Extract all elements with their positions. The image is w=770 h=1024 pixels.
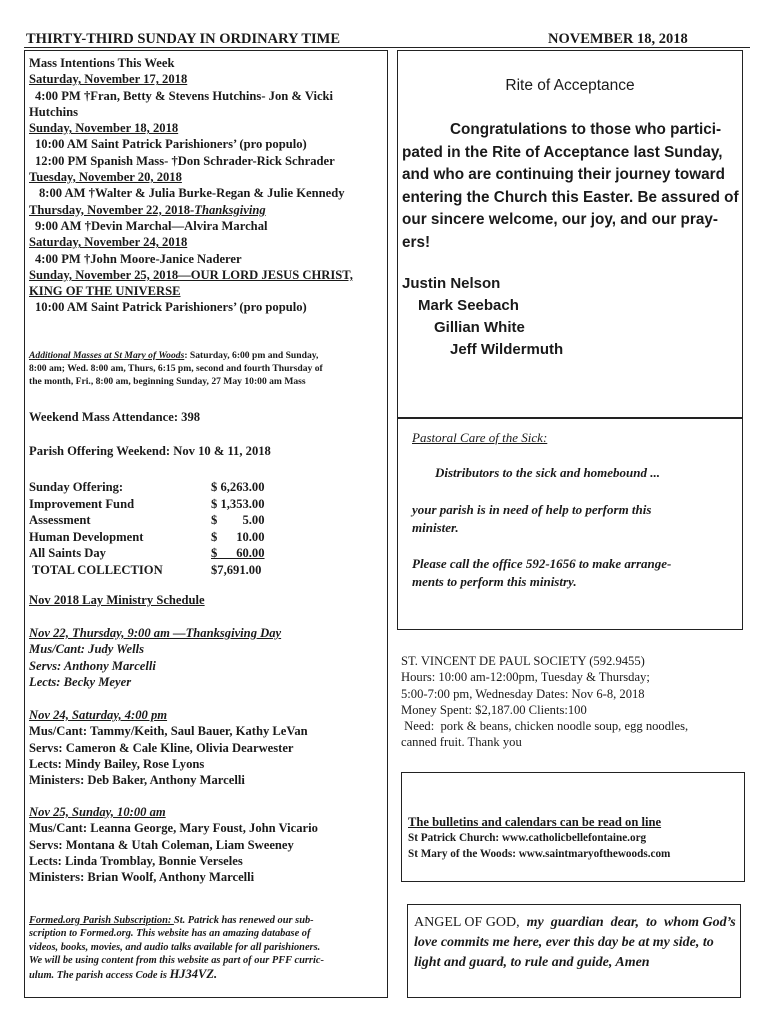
mass-date: KING OF THE UNIVERSE (29, 284, 181, 299)
bulletins-link-st-patrick: St Patrick Church: www.catholicbellefontaine.org (408, 832, 647, 844)
svdp-line: Hours: 10:00 am-12:00pm, Tuesday & Thursday; (401, 670, 650, 685)
mass-intentions-title: Mass Intentions This Week (29, 56, 175, 70)
prayer-text: my guardian dear, to whom God’s love commits me here, ever this day be at my side, to light and guard, to rule and guide, Amen (414, 915, 740, 970)
mass-intention: 9:00 AM †Devin Marchal—Alvira Marchal (35, 218, 268, 233)
mass-date-text: Thursday, November 22, 2018- (29, 202, 195, 217)
offering-label: All Saints Day (29, 546, 106, 560)
formed-text: We will be using content from this website as part of our PFF curric- (29, 955, 324, 967)
st-vincent-de-paul (401, 653, 746, 751)
lay-line: Mus/Cant: Tammy/Keith, Saul Bauer, Kathy LeVan (29, 724, 308, 739)
additional-masses-text: : Saturday, 6:00 pm and Sunday, (184, 350, 319, 361)
rite-line: pated in the Rite of Acceptance last Sunday, (402, 143, 723, 161)
svdp-line: ST. VINCENT DE PAUL SOCIETY (592.9455) (401, 654, 645, 668)
pastoral-care-text: minister. (412, 520, 459, 535)
formed-subscription (29, 914, 385, 982)
mass-date: Sunday, November 25, 2018—OUR LORD JESUS CHRIST, (29, 267, 353, 282)
offering-amount: $7,691.00 (211, 562, 262, 577)
lay-line: Servs: Anthony Marcelli (29, 658, 156, 673)
catechumen-name: Jeff Wildermuth (450, 341, 564, 358)
mass-intention: 4:00 PM †John Moore-Janice Naderer (35, 251, 242, 266)
offering-row (29, 545, 265, 562)
offering-label: Sunday Offering: (29, 480, 124, 494)
lay-ministry-title: Nov 2018 Lay Ministry Schedule (29, 593, 205, 607)
rite-line: and who are continuing their journey toward (402, 166, 725, 183)
pastoral-care-text: Distributors to the sick and homebound ... (435, 465, 661, 480)
lay-group (29, 625, 385, 690)
mass-date: Saturday, November 24, 2018 (29, 235, 188, 250)
formed-text: ulum. The parish access Code is (29, 969, 170, 981)
mass-date: Tuesday, November 20, 2018 (29, 170, 182, 185)
offering-label: TOTAL COLLECTION (29, 562, 163, 577)
offering-label: Assessment (29, 513, 91, 527)
offering-row (29, 529, 265, 546)
lay-line: Servs: Montana & Utah Coleman, Liam Sweeney (29, 837, 294, 852)
mass-intention: 10:00 AM Saint Patrick Parishioners’ (pro populo) (35, 137, 307, 152)
offering-row (29, 512, 265, 529)
catechumen-name: Mark Seebach (418, 297, 519, 314)
formed-text: scription to Formed.org. This website has an amazing database of (29, 928, 311, 940)
catechumen-name: Justin Nelson (402, 275, 501, 292)
mass-intentions (29, 55, 385, 316)
offering-table (29, 479, 385, 578)
lay-group-heading: Nov 25, Sunday, 10:00 am (29, 805, 166, 819)
feast-name: Thanksgiving (194, 202, 266, 217)
lay-line: Mus/Cant: Judy Wells (29, 642, 145, 657)
rite-line: our sincere welcome, our joy, and our pray- (402, 211, 718, 228)
offering-table-body (29, 479, 265, 578)
pastoral-care-text: Please call the office 592-1656 to make arrange- (412, 556, 672, 571)
lay-group (29, 804, 385, 885)
svdp-line: Money Spent: $2,187.00 Clients:100 (401, 702, 587, 717)
lay-line: Mus/Cant: Leanna George, Mary Foust, John Vicario (29, 821, 318, 836)
rite-title: Rite of Acceptance (505, 77, 635, 94)
mass-intention: Hutchins (29, 104, 78, 119)
svdp-line: 5:00-7:00 pm, Wednesday Dates: Nov 6-8, 2018 (401, 686, 645, 701)
pastoral-care-text: ments to perform this ministry. (412, 574, 577, 589)
pastoral-care-box (397, 418, 743, 630)
formed-text: videos, books, movies, and audio talks available for all parishioners. (29, 941, 321, 953)
offering-row (29, 496, 265, 513)
offering-row (29, 562, 265, 579)
pastoral-care-text: your parish is in need of help to perform this (412, 502, 652, 517)
left-column-box (24, 50, 388, 998)
bulletins-box (401, 772, 745, 882)
offering-amount: $ 60.00 (211, 546, 265, 560)
mass-intention: 10:00 AM Saint Patrick Parishioners’ (pro populo) (35, 300, 307, 315)
offering-amount: $ 6,263.00 (211, 480, 265, 494)
header-title: THIRTY-THIRD SUNDAY IN ORDINARY TIME (26, 31, 341, 47)
lay-line: Ministers: Brian Woolf, Anthony Marcelli (29, 870, 255, 885)
offering-amount: $ 1,353.00 (211, 496, 265, 511)
formed-access-code: HJ34VZ. (169, 966, 218, 981)
bulletins-link-st-mary: St Mary of the Woods: www.saintmaryofthewoods.com (408, 848, 671, 860)
svdp-line: Need: pork & beans, chicken noodle soup, egg noodles, (401, 719, 689, 734)
mass-date: Sunday, November 18, 2018 (29, 121, 179, 136)
additional-masses-text: 8:00 am; Wed. 8:00 am, Thurs, 6:15 pm, second and fourth Thursday of (29, 363, 323, 374)
lay-line: Lects: Linda Tromblay, Bonnie Verseles (29, 853, 243, 868)
mass-attendance: Weekend Mass Attendance: 398 (29, 410, 201, 424)
additional-masses-label: Additional Masses at St Mary of Woods (29, 350, 185, 361)
lay-group-heading: Nov 22, Thursday, 9:00 am —Thanksgiving Day (29, 626, 282, 640)
lay-group (29, 707, 385, 788)
angel-of-god-prayer (414, 913, 740, 973)
header-date: NOVEMBER 18, 2018 (548, 31, 688, 47)
mass-date: Saturday, November 17, 2018 (29, 72, 188, 87)
rite-line: entering the Church this Easter. Be assured of (402, 188, 739, 206)
mass-intention: 12:00 PM Spanish Mass- †Don Schrader-Rick Schrader (35, 153, 335, 168)
pastoral-care-title: Pastoral Care of the Sick: (412, 430, 548, 445)
lay-line: Servs: Cameron & Cale Kline, Olivia Dearwester (29, 740, 294, 755)
header-rule (24, 47, 750, 48)
lay-line: Lects: Mindy Bailey, Rose Lyons (29, 756, 205, 771)
rite-line: ers! (402, 233, 431, 251)
mass-intention: 8:00 AM †Walter & Julia Burke-Regan & Julie Kennedy (39, 186, 345, 201)
lay-line: Ministers: Deb Baker, Anthony Marcelli (29, 773, 245, 788)
offering-title: Parish Offering Weekend: Nov 10 & 11, 2018 (29, 444, 271, 458)
rite-text (402, 119, 740, 254)
offering-row (29, 479, 265, 496)
formed-text: St. Patrick has renewed our sub- (173, 915, 314, 926)
formed-label: Formed.org Parish Subscription: (29, 915, 174, 926)
mass-date (29, 202, 385, 218)
prayer-title: ANGEL OF GOD, (414, 915, 520, 930)
lay-line: Lects: Becky Meyer (29, 674, 132, 689)
angel-of-god-prayer-box (407, 904, 741, 998)
svdp-line: canned fruit. Thank you (401, 735, 522, 750)
rite-of-acceptance-box (397, 50, 743, 418)
additional-masses-text: the month, Fri., 8:00 am, beginning Sunday, 27 May 10:00 am Mass (29, 376, 306, 387)
catechumen-name: Gillian White (434, 319, 525, 336)
mass-intention: 4:00 PM †Fran, Betty & Stevens Hutchins- Jon & Vicki (35, 88, 334, 103)
offering-amount: $ 5.00 (211, 513, 265, 527)
rite-line: Congratulations to those who partici- (450, 121, 722, 138)
offering-label: Improvement Fund (29, 496, 135, 511)
offering-amount: $ 10.00 (211, 529, 265, 544)
bulletins-title: The bulletins and calendars can be read on line (408, 815, 662, 829)
additional-masses (29, 349, 385, 388)
lay-group-heading: Nov 24, Saturday, 4:00 pm (29, 708, 168, 722)
offering-label: Human Development (29, 529, 144, 544)
